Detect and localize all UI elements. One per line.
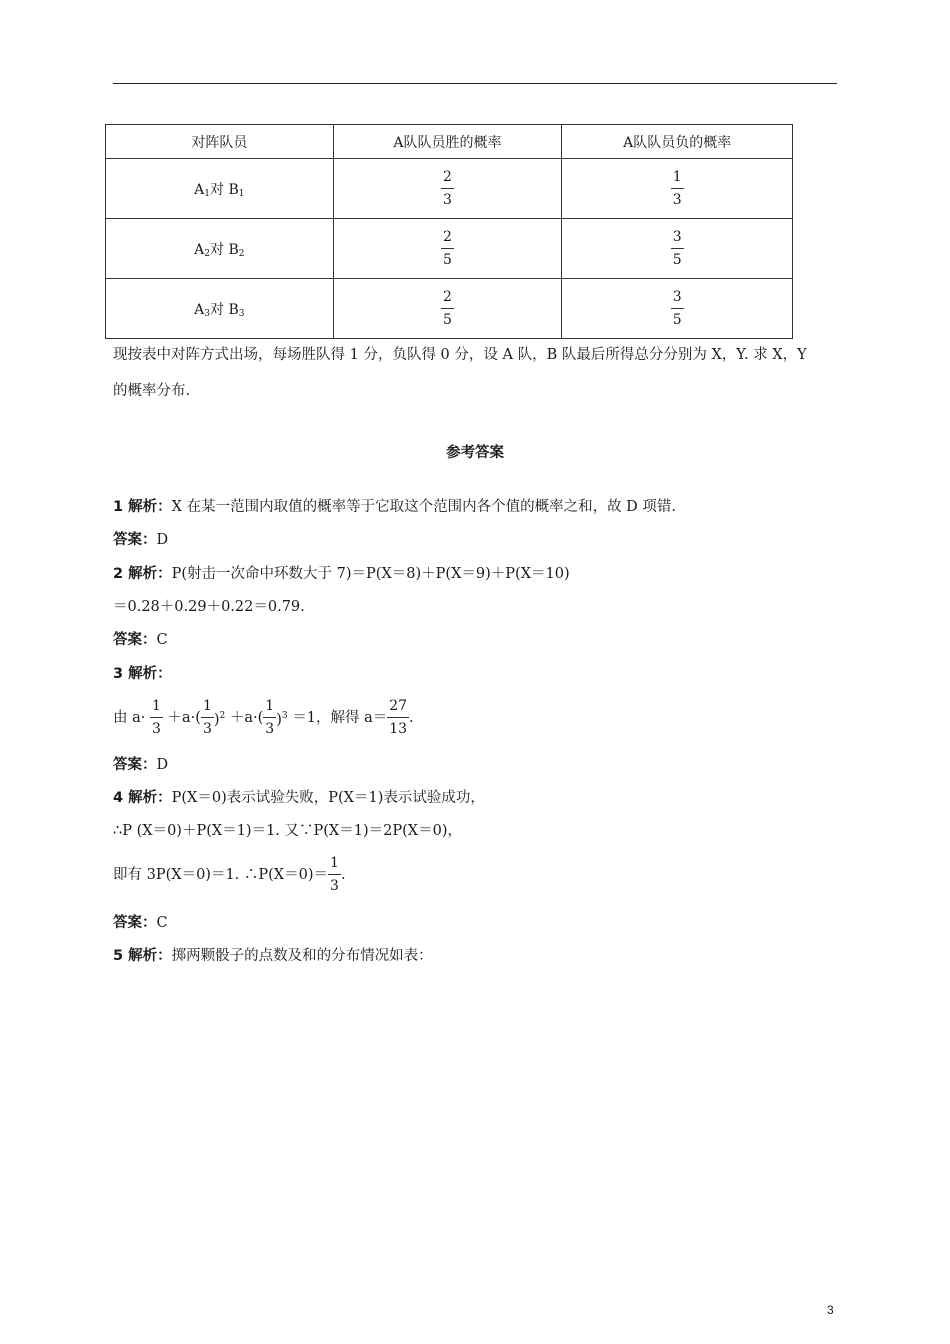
q2-solution-line-2: ＝0.28＋0.29＋0.22＝0.79. xyxy=(113,599,305,615)
fraction: $\frac{1}{3}$ xyxy=(202,698,212,737)
matchup-cell: $A_1$对 $B_1$ xyxy=(106,159,334,219)
q2-text: P(射击一次命中环数大于 7)＝P(X＝8)＋P(X＝9)＋P(X＝10) xyxy=(171,566,570,582)
header-rule xyxy=(113,83,837,84)
fraction: $\frac{2}{5}$ xyxy=(443,229,452,268)
table-header-cell: A队队员胜的概率 xyxy=(333,125,562,159)
problem-line-2: 的概率分布. xyxy=(113,383,191,399)
q1-label: 1 解析： xyxy=(113,499,172,515)
q4-answer xyxy=(113,915,168,931)
lose-prob-cell xyxy=(562,219,793,279)
q3-equation: 由 a· $\frac{1}{3}$ ＋a·( $\frac{1}{3}$ )$^2$ ＋a·( $\frac{1}{3}$ )$^3$ ＝1，解得 a＝ $\frac{27}{13}$ . xyxy=(113,698,414,737)
table-row xyxy=(106,279,793,339)
q2-label: 2 解析： xyxy=(113,566,172,582)
fraction: $\frac{2}{3}$ xyxy=(443,169,452,208)
q1-answer xyxy=(113,532,168,548)
fraction: $\frac{1}{3}$ xyxy=(151,698,161,737)
q2-solution xyxy=(113,566,570,582)
win-prob-cell xyxy=(333,219,562,279)
fraction: $\frac{2}{5}$ xyxy=(443,289,452,328)
answer-label: 答案： xyxy=(113,915,157,931)
q5-label: 5 解析： xyxy=(113,948,172,964)
answer-value: D xyxy=(156,532,169,548)
answer-label: 答案： xyxy=(113,632,157,648)
fraction: $\frac{1}{3}$ xyxy=(330,855,339,894)
q5-solution xyxy=(113,948,433,964)
problem-line-1: 现按表中对阵方式出场，每场胜队得 1 分，负队得 0 分，设 A 队，B 队最后所得总分分别为 X，Y. 求 X，Y xyxy=(113,347,807,363)
page-number: 3 xyxy=(827,1303,834,1317)
q4-solution-line-2: ∴P (X＝0)＋P(X＝1)＝1. 又∵P(X＝1)＝2P(X＝0)， xyxy=(113,823,462,839)
fraction: $\frac{1}{3}$ xyxy=(265,698,275,737)
matchup-cell: $A_3$对 $B_3$ xyxy=(106,279,334,339)
q5-text: 掷两颗骰子的点数及和的分布情况如表： xyxy=(171,948,433,964)
q3-solution xyxy=(113,666,172,682)
fraction: $\frac{1}{3}$ xyxy=(672,169,682,208)
q3-label: 3 解析： xyxy=(113,666,172,682)
probability-table xyxy=(105,124,793,339)
matchup-cell: $A_2$对 $B_2$ xyxy=(106,219,334,279)
q2-answer xyxy=(113,632,168,648)
q4-label: 4 解析： xyxy=(113,790,172,806)
fraction: $\frac{3}{5}$ xyxy=(672,229,682,268)
q4-solution-line-3: 即有 3P(X＝0)＝1. ∴P(X＝0)＝ $\frac{1}{3}$ . xyxy=(113,855,346,894)
table-header-cell: A队队员负的概率 xyxy=(562,125,793,159)
answer-value: C xyxy=(156,915,168,931)
q3-answer xyxy=(113,757,168,773)
lose-prob-cell xyxy=(562,279,793,339)
answer-value: C xyxy=(156,632,168,648)
table-row xyxy=(106,219,793,279)
table-header-row xyxy=(106,125,793,159)
answer-label: 答案： xyxy=(113,757,157,773)
answer-label: 答案： xyxy=(113,532,157,548)
q4-solution xyxy=(113,790,485,806)
table-header-cell: 对阵队员 xyxy=(106,125,334,159)
table-row xyxy=(106,159,793,219)
q4-text: P(X＝0)表示试验失败，P(X＝1)表示试验成功， xyxy=(171,790,485,806)
fraction: $\frac{27}{13}$ xyxy=(389,698,408,737)
fraction: $\frac{3}{5}$ xyxy=(672,289,682,328)
win-prob-cell xyxy=(333,279,562,339)
answers-heading: 参考答案 xyxy=(446,445,504,461)
win-prob-cell xyxy=(333,159,562,219)
q1-solution xyxy=(113,499,676,515)
answer-value: D xyxy=(156,757,169,773)
q1-text: X 在某一范围内取值的概率等于它取这个范围内各个值的概率之和，故 D 项错. xyxy=(171,499,677,515)
lose-prob-cell xyxy=(562,159,793,219)
